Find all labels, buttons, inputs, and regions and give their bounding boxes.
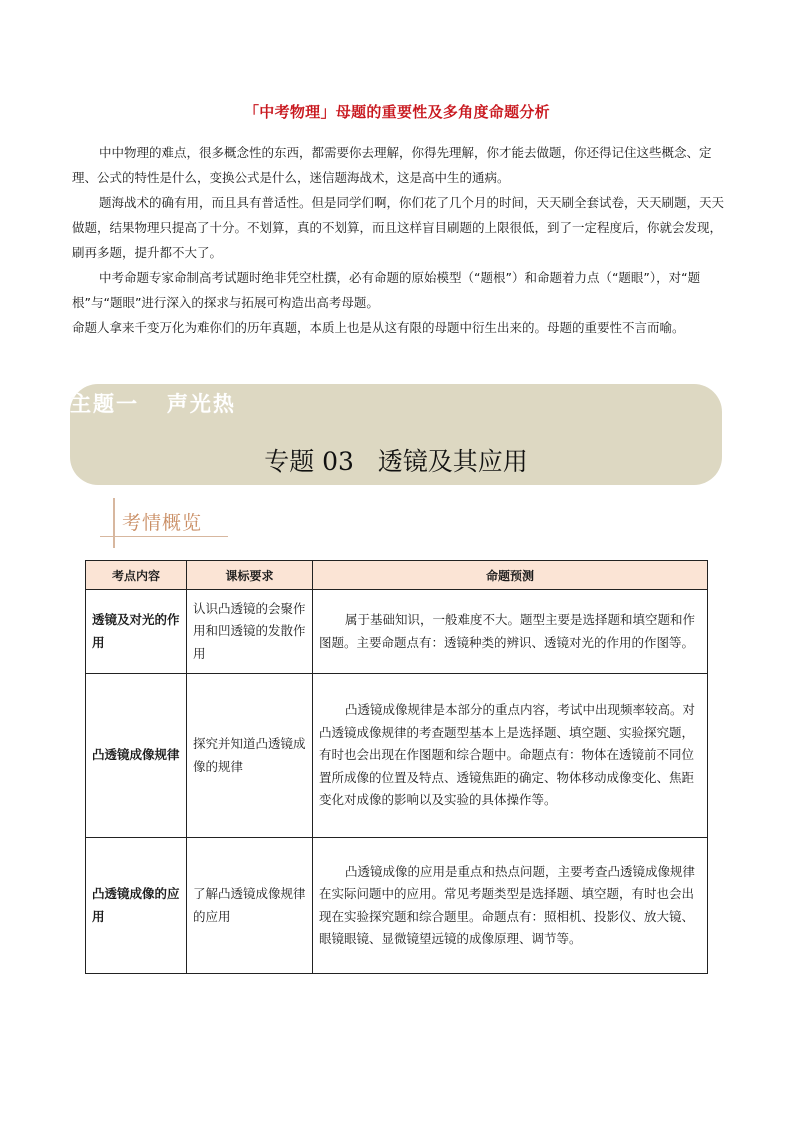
intro-paragraph: 中中物理的难点，很多概念性的东西，都需要你去理解，你得先理解，你才能去做题，你还得记住这些概念、定理、公式的特性是什么，变换公式是什么，迷信题海战术，这是高中生的通病。 <box>72 145 712 185</box>
banner-theme: 主题一 声光热 <box>70 392 236 416</box>
table-row <box>86 838 708 974</box>
intro-paragraph: 命题人拿来千变万化为难你们的历年真题，本质上也是从这有限的母题中衍生出来的。母题的重要性不言而喻。 <box>72 320 685 335</box>
cell-topic: 透镜及对光的作用 <box>86 590 187 674</box>
cell-requirement: 探究并知道凸透镜成像的规律 <box>187 674 313 838</box>
intro-section <box>72 140 724 340</box>
cell-requirement: 了解凸透镜成像规律的应用 <box>187 838 313 974</box>
cell-prediction: 凸透镜成像规律是本部分的重点内容，考试中出现频率较高。对凸透镜成像规律的考查题型基本上是选择题、填空题、实验探究题，有时也会出现在作图题和综合题中。命题点有：物体在透镜前不同位置所成像的位置及特点、透镜焦距的确定、物体移动成像变化、焦距变化对成像的影响以及实验的具体操作等。 <box>313 674 708 838</box>
exam-overview-table <box>85 560 708 974</box>
cell-topic: 凸透镜成像的应用 <box>86 838 187 974</box>
cell-prediction: 属于基础知识，一般难度不大。题型主要是选择题和填空题和作图题。主要命题点有：透镜种类的辨识、透镜对光的作用的作图等。 <box>313 590 708 674</box>
column-header-prediction: 命题预测 <box>313 561 708 590</box>
table-row <box>86 674 708 838</box>
section-heading-label: 考情概览 <box>122 512 203 534</box>
column-header-topic: 考点内容 <box>86 561 187 590</box>
banner-title <box>70 442 722 478</box>
intro-paragraph: 题海战术的确有用，而且具有普适性。但是同学们啊，你们花了几个月的时间，天天刷全套试卷，天天刷题，天天做题，结果物理只提高了十分。不划算，真的不划算，而且这样盲目刷题的上限很低，到了一定程度后，你就会发现，刷再多题，提升都不大了。 <box>72 195 725 260</box>
table-header-row <box>86 561 708 590</box>
table-row <box>86 590 708 674</box>
column-header-requirement: 课标要求 <box>187 561 313 590</box>
topic-banner <box>70 384 722 485</box>
cell-requirement: 认识凸透镜的会聚作用和凹透镜的发散作用 <box>187 590 313 674</box>
banner-title-number: 03 <box>322 447 354 476</box>
banner-title-prefix: 专题 <box>264 447 323 476</box>
cell-topic: 凸透镜成像规律 <box>86 674 187 838</box>
page-title: 「中考物理」母题的重要性及多角度命题分析 <box>243 103 550 121</box>
section-heading <box>100 498 230 548</box>
banner-title-suffix: 透镜及其应用 <box>353 447 528 476</box>
section-heading-horizontal-rule <box>100 536 228 537</box>
section-heading-vertical-rule <box>113 498 115 548</box>
intro-paragraph: 中考命题专家命制高考试题时绝非凭空杜撰，必有命题的原始模型（“题根”）和命题着力点（“题眼”），对“题根”与“题眼”进行深入的探求与拓展可构造出高考母题。 <box>72 270 701 310</box>
cell-prediction: 凸透镜成像的应用是重点和热点问题，主要考查凸透镜成像规律在实际问题中的应用。常见考题类型是选择题、填空题，有时也会出现在实验探究题和综合题里。命题点有：照相机、投影仪、放大镜、眼镜眼镜、显微镜望远镜的成像原理、调节等。 <box>313 838 708 974</box>
